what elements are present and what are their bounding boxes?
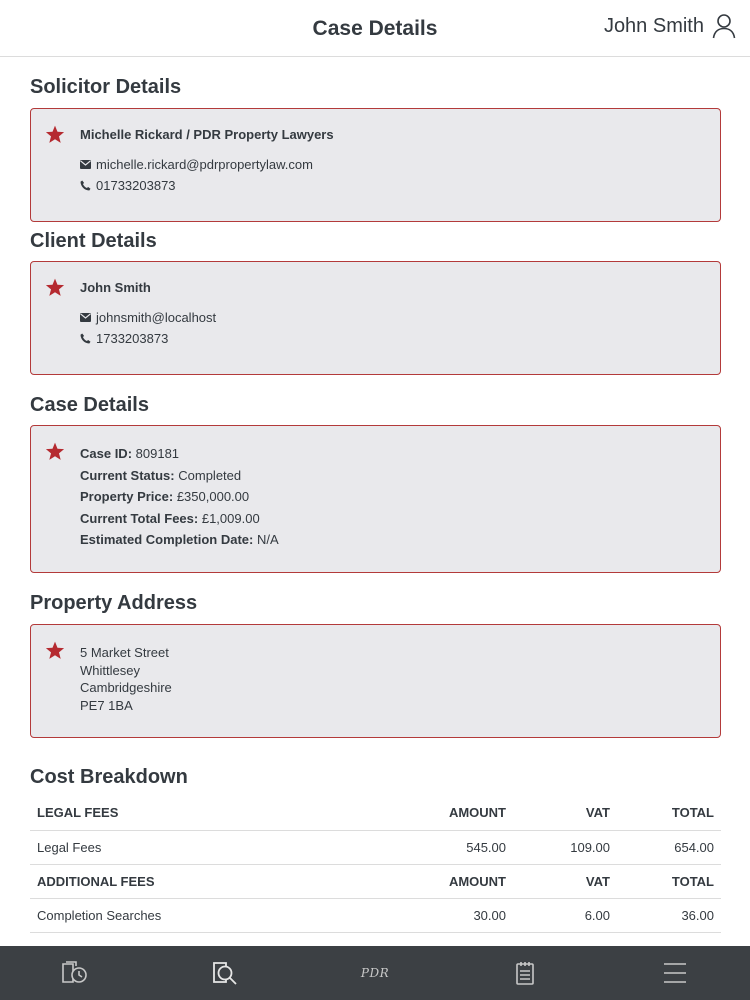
star-icon (45, 125, 65, 144)
nav-home[interactable] (300, 946, 450, 1000)
case-section-title: Case Details (30, 394, 149, 416)
price-label: Property Price: (80, 489, 174, 505)
case-id-value: 809181 (135, 446, 180, 461)
completion-value: N/A (256, 532, 279, 548)
solicitor-email-link[interactable]: michelle.rickard@pdrpropertylaw.com (96, 156, 313, 172)
address-line-4: PE7 1BA (80, 697, 133, 713)
user-menu[interactable] (604, 13, 736, 39)
solicitor-card (30, 108, 721, 222)
search-document-icon[interactable] (211, 960, 239, 986)
status-row (80, 465, 710, 487)
address-section-title: Property Address (30, 592, 198, 614)
cost-table (30, 796, 721, 933)
client-phone-link[interactable]: 1733203873 (96, 330, 169, 346)
fee-vat: 109.00 (513, 830, 617, 864)
star-icon (45, 278, 65, 297)
table-row (30, 830, 721, 864)
vat-header: VAT (513, 796, 617, 830)
nav-cases[interactable] (0, 946, 150, 1000)
case-card (30, 425, 721, 573)
fee-label: Completion Searches (30, 898, 403, 932)
case-timeline-icon[interactable] (60, 960, 90, 986)
legal-fees-header: LEGAL FEES (30, 796, 403, 830)
price-value: £350,000.00 (176, 489, 250, 505)
completion-label: Estimated Completion Date: (80, 532, 254, 548)
nav-notes[interactable] (450, 946, 600, 1000)
cost-section-title: Cost Breakdown (30, 766, 188, 788)
address-line-3: Cambridgeshire (80, 680, 172, 696)
nav-menu[interactable] (600, 946, 750, 1000)
solicitor-name: Michelle Rickard / PDR Property Lawyers (80, 127, 334, 142)
envelope-icon (80, 313, 91, 322)
fee-total: 654.00 (617, 830, 721, 864)
fee-vat: 6.00 (513, 898, 617, 932)
fee-label: Legal Fees (30, 830, 403, 864)
phone-icon (80, 180, 91, 191)
client-card (30, 261, 721, 375)
price-row (80, 486, 710, 508)
amount-header: AMOUNT (403, 864, 513, 898)
status-label: Current Status: (80, 467, 175, 483)
status-value: Completed (178, 467, 242, 483)
address-line-1: 5 Market Street (80, 645, 169, 660)
fees-label: Current Total Fees: (80, 510, 199, 526)
table-row (30, 898, 721, 932)
fee-amount: 545.00 (403, 830, 513, 864)
menu-icon[interactable] (663, 962, 687, 984)
solicitor-section-title: Solicitor Details (30, 76, 182, 98)
user-icon[interactable] (712, 13, 736, 39)
additional-fees-header: ADDITIONAL FEES (30, 864, 403, 898)
star-icon (45, 641, 65, 660)
amount-header: AMOUNT (403, 796, 513, 830)
additional-fees-header-row (30, 864, 721, 898)
fee-amount: 30.00 (403, 898, 513, 932)
user-name: John Smith (603, 14, 704, 37)
vat-header: VAT (513, 864, 617, 898)
legal-fees-header-row (30, 796, 721, 830)
completion-row (80, 529, 710, 551)
bottom-nav (0, 946, 750, 1000)
fees-value: £1,009.00 (201, 510, 260, 526)
client-name: John Smith (80, 280, 151, 295)
envelope-icon (80, 160, 91, 169)
total-header: TOTAL (617, 796, 721, 830)
address-card (30, 624, 721, 738)
phone-icon (80, 333, 91, 344)
total-header: TOTAL (617, 864, 721, 898)
fees-row (80, 508, 710, 530)
address-line-2: Whittlesey (80, 662, 140, 678)
client-email-link[interactable]: johnsmith@localhost (96, 309, 217, 325)
nav-case-details[interactable] (150, 946, 300, 1000)
notepad-icon[interactable] (515, 960, 535, 986)
solicitor-phone-link[interactable]: 01733203873 (96, 177, 176, 193)
top-header (0, 0, 750, 57)
pdr-logo[interactable]: PDR (360, 966, 390, 980)
star-icon (45, 442, 65, 461)
page-title: Case Details (312, 17, 438, 40)
case-id-row (80, 443, 710, 465)
case-id-label: Case ID: (80, 446, 133, 461)
fee-total: 36.00 (617, 898, 721, 932)
client-section-title: Client Details (30, 230, 157, 252)
